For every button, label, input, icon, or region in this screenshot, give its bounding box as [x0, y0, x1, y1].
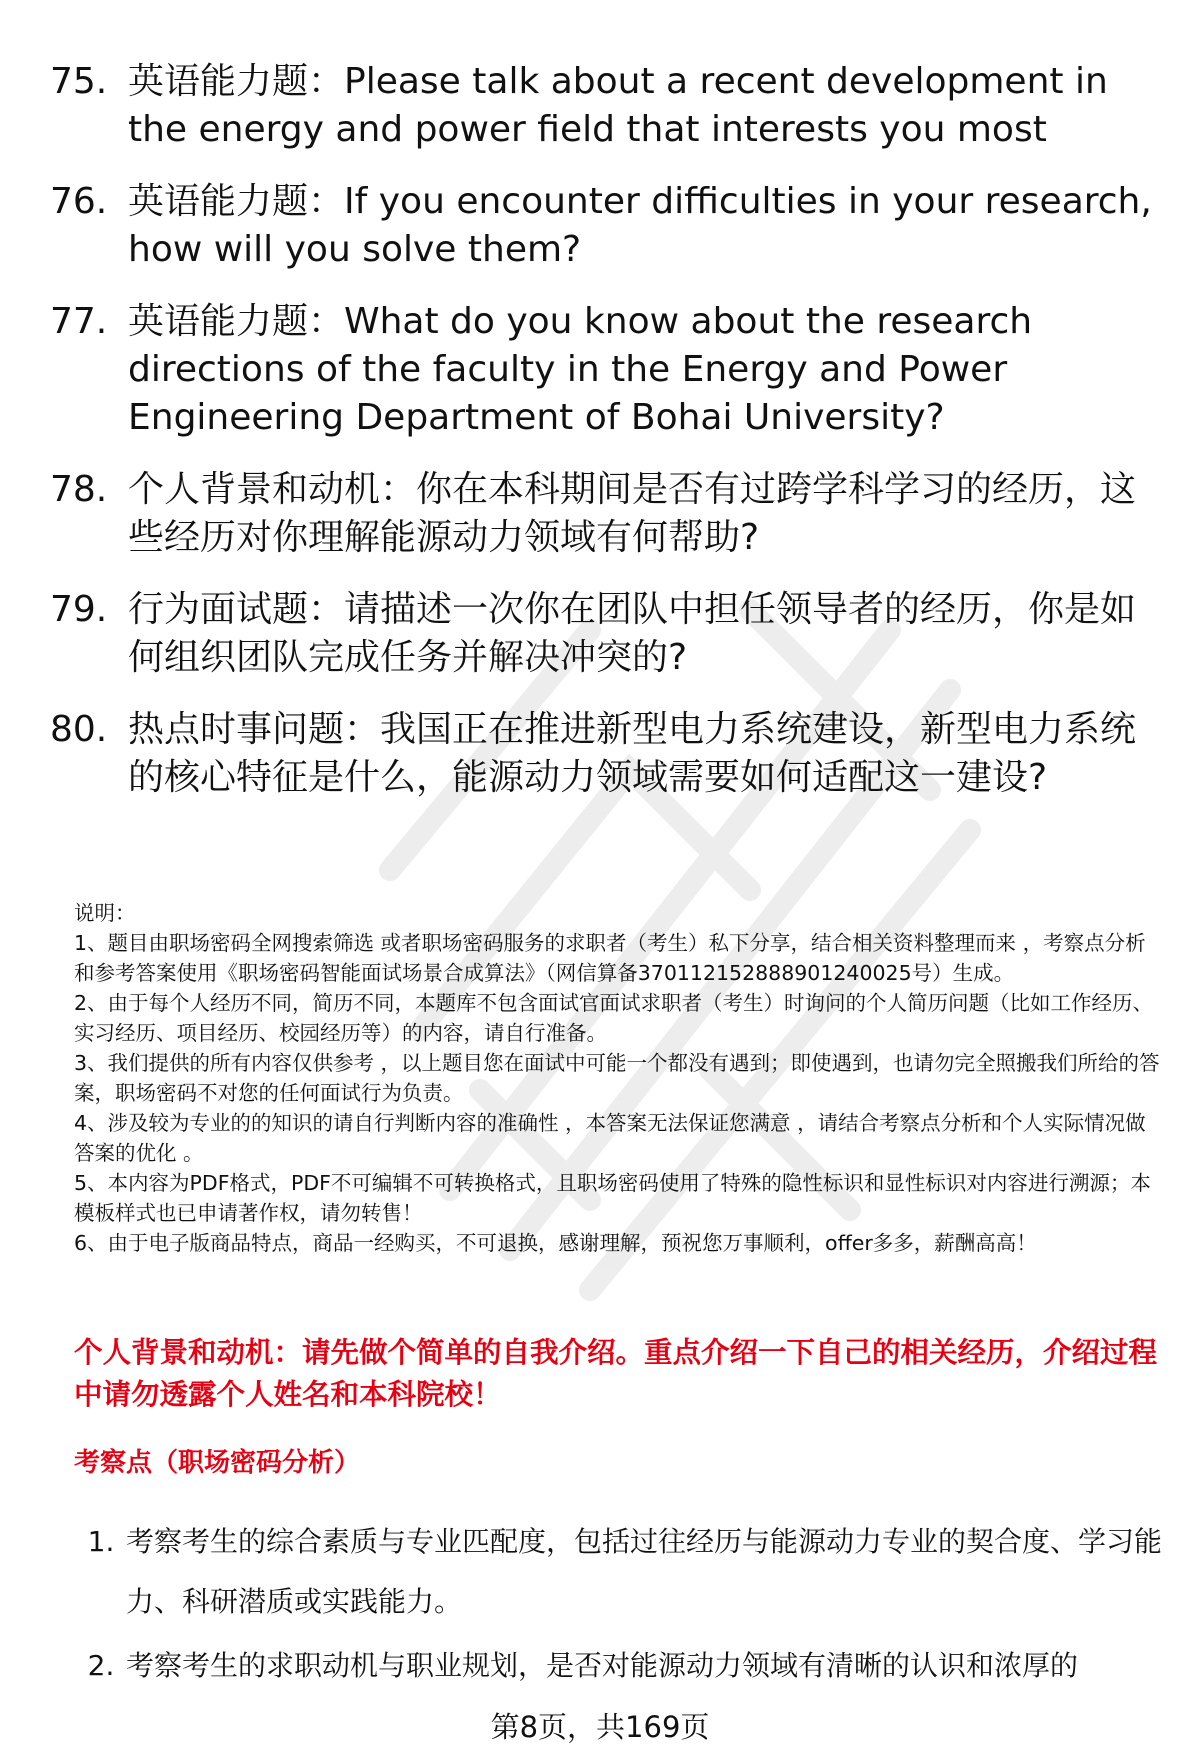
- question-text: 行为面试题：请描述一次你在团队中担任领导者的经历，你是如何组织团队完成任务并解决冲突的?: [128, 589, 1137, 678]
- question-list: [50, 58, 1160, 826]
- question-item: [50, 466, 1160, 562]
- question-number: 77.: [50, 301, 108, 342]
- highlight-question: 个人背景和动机：请先做个简单的自我介绍。重点介绍一下自己的相关经历，介绍过程中请勿透露个人姓名和本科院校！: [74, 1336, 1158, 1411]
- question-number: 80.: [50, 709, 108, 750]
- question-item: [50, 586, 1160, 682]
- question-item: [50, 706, 1160, 802]
- question-item: [50, 58, 1160, 154]
- analysis-point: [76, 1512, 1166, 1632]
- analysis-point: [76, 1636, 1166, 1696]
- notes-item: 2、由于每个人经历不同，简历不同，本题库不包含面试官面试求职者（考生）时询问的个人简历问题（比如工作经历、实习经历、项目经历、校园经历等）的内容，请自行准备。: [74, 991, 1154, 1045]
- notes-item: 5、本内容为PDF格式，PDF不可编辑不可转换格式，且职场密码使用了特殊的隐性标识和显性标识对内容进行溯源；本模板样式也已申请著作权，请勿转售！: [74, 1171, 1151, 1225]
- question-number: 79.: [50, 589, 108, 630]
- question-item: [50, 298, 1160, 442]
- point-text: 考察考生的综合素质与专业匹配度，包括过往经历与能源动力专业的契合度、学习能力、科研潜质或实践能力。: [126, 1525, 1163, 1618]
- notes-item: 3、我们提供的所有内容仅供参考 ，以上题目您在面试中可能一个都没有遇到；即使遇到，也请勿完全照搬我们所给的答案，职场密码不对您的任何面试行为负责。: [74, 1051, 1160, 1105]
- analysis-title: 考察点（职场密码分析）: [74, 1448, 361, 1478]
- question-number: 75.: [50, 61, 108, 102]
- question-text: 英语能力题：Please talk about a recent development in the energy and power field that interests you most: [128, 61, 1108, 150]
- question-text: 英语能力题：If you encounter difficulties in your research, how will you solve them?: [128, 181, 1152, 270]
- notes-section: [74, 898, 1164, 1258]
- question-item: [50, 178, 1160, 274]
- notes-item: 4、涉及较为专业的的知识的请自行判断内容的准确性 ，本答案无法保证您满意 ，请结合考察点分析和个人实际情况做答案的优化 。: [74, 1111, 1146, 1165]
- point-number: 1.: [87, 1525, 115, 1558]
- question-text: 热点时事问题：我国正在推进新型电力系统建设，新型电力系统的核心特征是什么，能源动力领域需要如何适配这一建设?: [128, 709, 1137, 798]
- point-text: 考察考生的求职动机与职业规划，是否对能源动力领域有清晰的认识和浓厚的: [126, 1649, 1079, 1682]
- notes-item: 6、由于电子版商品特点，商品一经购买，不可退换，感谢理解，预祝您万事顺利，offer多多，薪酬高高！: [74, 1231, 1037, 1255]
- question-text: 英语能力题：What do you know about the research directions of the faculty in the Energy and Power Engineering Department of Bohai University?: [128, 301, 1033, 438]
- point-number: 2.: [87, 1649, 115, 1682]
- page-footer: 第8页，共169页: [490, 1710, 710, 1744]
- analysis-point-list: [76, 1512, 1166, 1700]
- question-number: 76.: [50, 181, 108, 222]
- question-number: 78.: [50, 469, 108, 510]
- notes-heading: 说明：: [74, 901, 136, 925]
- question-text: 个人背景和动机：你在本科期间是否有过跨学科学习的经历，这些经历对你理解能源动力领域有何帮助?: [128, 469, 1137, 558]
- notes-item: 1、题目由职场密码全网搜索筛选 或者职场密码服务的求职者（考生）私下分享，结合相关资料整理而来 ，考察点分析和参考答案使用《职场密码智能面试场景合成算法》（网信算备370112152888901240025号）生成。: [74, 931, 1146, 985]
